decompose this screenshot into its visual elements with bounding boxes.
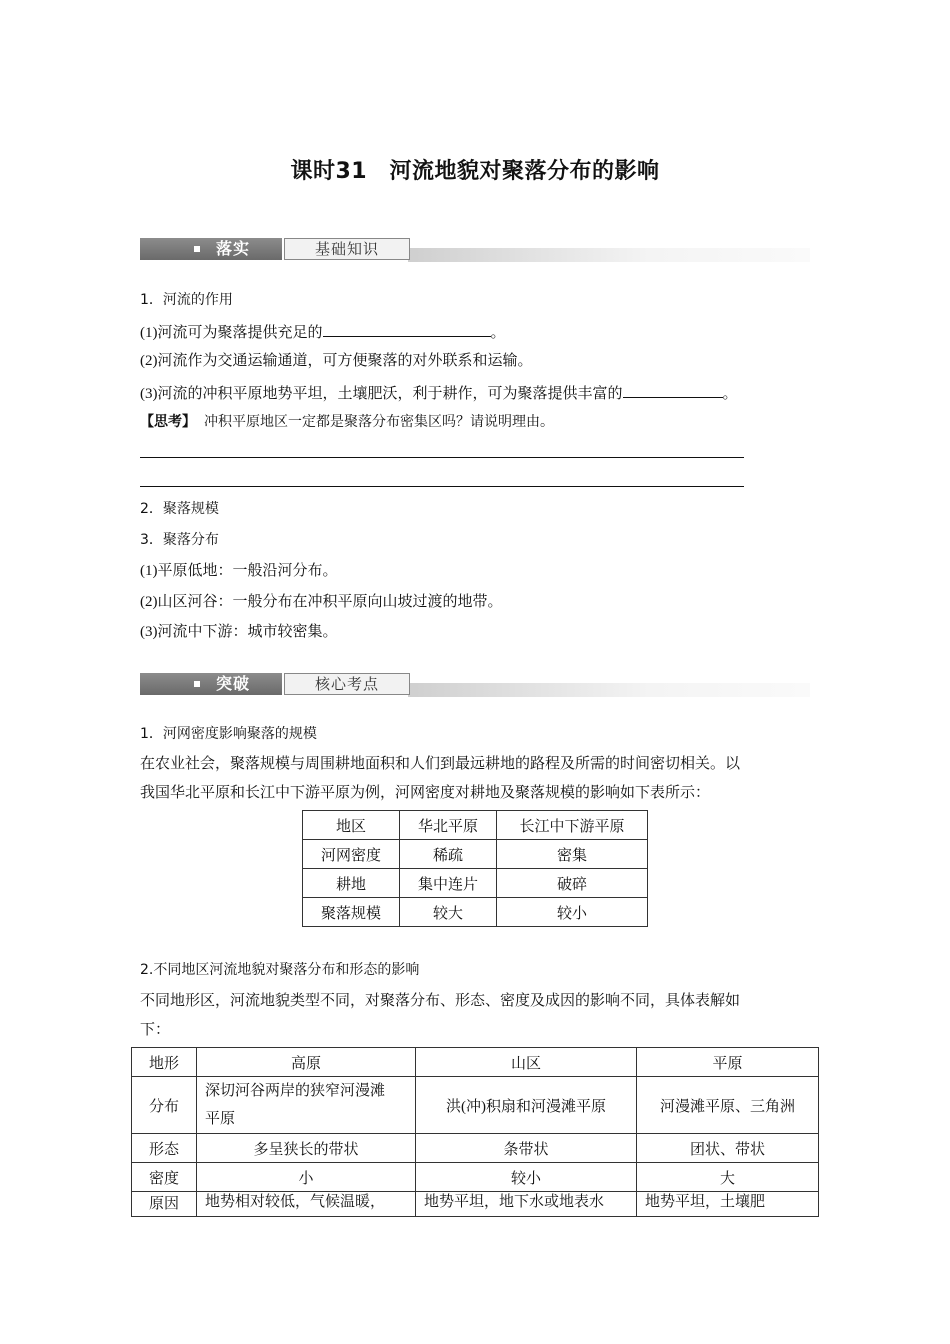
table-cell: 洪(冲)积扇和河漫滩平原 [416, 1077, 637, 1134]
table-cell: 分布 [132, 1077, 197, 1134]
text: (3)河流的冲积平原地势平坦，土壤肥沃，利于耕作，可为聚落提供丰富的 [140, 386, 623, 402]
landform-table [131, 1047, 819, 1217]
table-cell: 长江中下游平原 [497, 811, 648, 840]
table-row [132, 1077, 819, 1134]
answer-line[interactable] [140, 457, 744, 458]
table-cell: 集中连片 [400, 869, 497, 898]
banner-dark-tab [140, 673, 282, 695]
table-cell: 较小 [416, 1163, 637, 1192]
table-cell: 形态 [132, 1134, 197, 1163]
paragraph-mountain-valley: (2)山区河谷：一般分布在冲积平原向山坡过渡的地带。 [140, 594, 503, 610]
cell-line: 平原 [205, 1111, 236, 1127]
heading-river-density: 1．河网密度影响聚落的规模 [140, 726, 317, 742]
table-cell: 地势平坦，地下水或地表水 [416, 1192, 637, 1217]
section-banner-core [140, 673, 810, 701]
heading-settlement-scale: 2．聚落规模 [140, 501, 219, 517]
paragraph-agri-society-2: 我国华北平原和长江中下游平原为例，河网密度对耕地及聚落规模的影响如下表所示： [140, 785, 711, 801]
table-cell: 大 [637, 1163, 819, 1192]
section-banner-foundation [140, 238, 810, 266]
table-cell: 地势平坦，土壤肥 [637, 1192, 819, 1217]
text: 。 [722, 386, 738, 402]
paragraph-agri-society-1: 在农业社会，聚落规模与周围耕地面积和人们到最远耕地的路程及所需的时间密切相关。以 [140, 756, 741, 772]
paragraph-transport: (2)河流作为交通运输通道，可方便聚落的对外联系和运输。 [140, 353, 533, 369]
table-row [303, 840, 648, 869]
table-cell: 较大 [400, 898, 497, 927]
answer-line[interactable] [140, 486, 744, 487]
heading-landform-influence: 2.不同地区河流地貌对聚落分布和形态的影响 [140, 962, 420, 978]
think-tag: 【思考】 [140, 414, 196, 430]
paragraph-water-supply [140, 321, 506, 343]
table-row [132, 1134, 819, 1163]
table-cell: 河漫滩平原、三角洲 [637, 1077, 819, 1134]
table-cell [197, 1077, 416, 1134]
table-cell: 破碎 [497, 869, 648, 898]
table-cell: 稀疏 [400, 840, 497, 869]
banner-dark-label: 落实 [216, 239, 251, 258]
table-row [303, 898, 648, 927]
table-cell: 地形 [132, 1048, 197, 1077]
text: (1)河流可为聚落提供充足的 [140, 325, 323, 341]
table-cell: 小 [197, 1163, 416, 1192]
paragraph-plain [140, 382, 738, 404]
table-cell: 地区 [303, 811, 400, 840]
fill-blank[interactable] [323, 321, 491, 337]
heading-river-role: 1．河流的作用 [140, 292, 233, 308]
banner-light-label: 核心考点 [284, 673, 410, 695]
banner-dark-label: 突破 [216, 674, 251, 693]
banner-gradient [408, 248, 810, 262]
banner-light-label: 基础知识 [284, 238, 410, 260]
page-title: 课时31 河流地貌对聚落分布的影响 [290, 159, 660, 184]
paragraph-mid-lower-reaches: (3)河流中下游：城市较密集。 [140, 624, 338, 640]
think-question-text: 冲积平原地区一定都是聚落分布密集区吗？请说明理由。 [204, 414, 554, 430]
table-cell: 高原 [197, 1048, 416, 1077]
density-table [302, 810, 648, 927]
cell-line: 深切河谷两岸的狭窄河漫滩 [205, 1083, 386, 1099]
table-cell: 密集 [497, 840, 648, 869]
table-cell: 团状、带状 [637, 1134, 819, 1163]
text: 。 [490, 325, 506, 341]
table-cell: 地势相对较低，气候温暖， [197, 1192, 416, 1217]
paragraph-landform-1: 不同地形区，河流地貌类型不同，对聚落分布、形态、密度及成因的影响不同，具体表解如 [140, 993, 741, 1009]
table-row [303, 811, 648, 840]
table-cell: 条带状 [416, 1134, 637, 1163]
table-cell: 原因 [132, 1192, 197, 1217]
paragraph-landform-2: 下： [140, 1022, 171, 1038]
table-row [132, 1163, 819, 1192]
table-cell: 聚落规模 [303, 898, 400, 927]
banner-gradient [408, 683, 810, 697]
table-cell: 较小 [497, 898, 648, 927]
paragraph-plain-lowland: (1)平原低地：一般沿河分布。 [140, 563, 338, 579]
square-bullet-icon [194, 246, 200, 252]
heading-settlement-distribution: 3．聚落分布 [140, 532, 219, 548]
table-cell: 河网密度 [303, 840, 400, 869]
table-row [132, 1048, 819, 1077]
table-row [303, 869, 648, 898]
think-question [140, 412, 554, 432]
square-bullet-icon [194, 681, 200, 687]
table-cell: 华北平原 [400, 811, 497, 840]
table-row [132, 1192, 819, 1217]
table-cell: 耕地 [303, 869, 400, 898]
table-cell: 平原 [637, 1048, 819, 1077]
table-cell: 多呈狭长的带状 [197, 1134, 416, 1163]
table-cell: 密度 [132, 1163, 197, 1192]
fill-blank[interactable] [623, 382, 723, 398]
banner-dark-tab [140, 238, 282, 260]
table-cell: 山区 [416, 1048, 637, 1077]
